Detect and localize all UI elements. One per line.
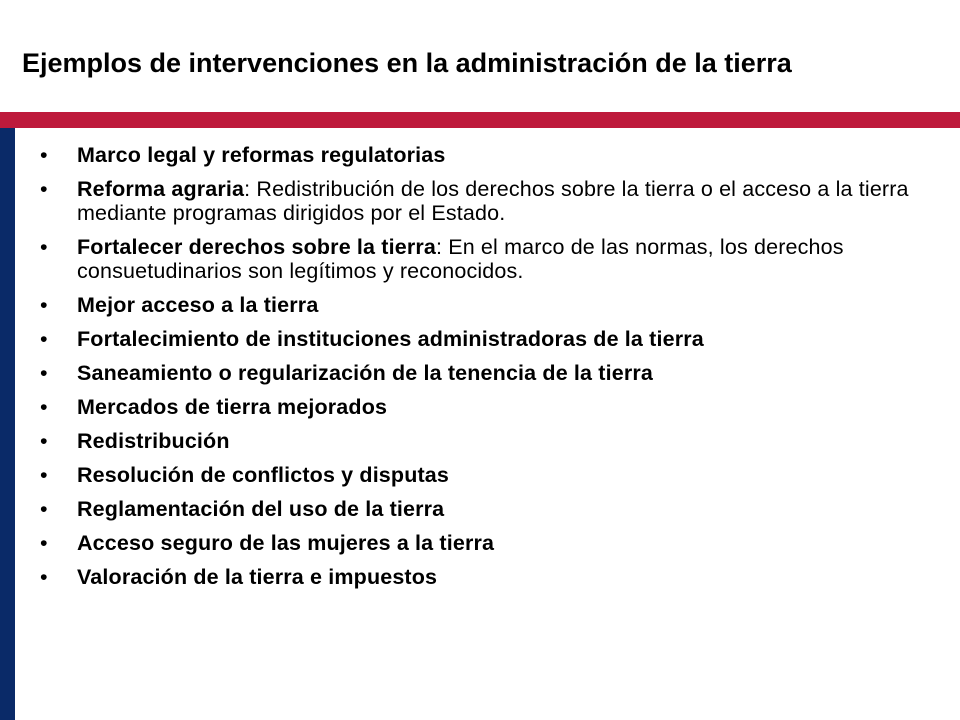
left-accent-bar: [0, 128, 15, 720]
bullet-dot-icon: •: [40, 327, 48, 351]
bullet-item: [40, 463, 945, 487]
bullet-lead-text: Fortalecer derechos sobre la tierra: [77, 235, 436, 259]
bullet-item: [40, 293, 945, 317]
bullet-lead-text: Reforma agraria: [77, 177, 245, 201]
bullet-lead-text: Saneamiento o regularización de la tenencia de la tierra: [77, 361, 653, 385]
bullet-dot-icon: •: [40, 531, 48, 555]
bullet-lead-text: Reglamentación del uso de la tierra: [77, 497, 445, 521]
bullet-lead-text: Acceso seguro de las mujeres a la tierra: [77, 531, 495, 555]
bullet-dot-icon: •: [40, 177, 48, 201]
bullet-item: [40, 361, 945, 385]
bullet-item: [40, 429, 945, 453]
bullet-dot-icon: •: [40, 429, 48, 453]
bullet-item: [40, 565, 945, 589]
bullet-dot-icon: •: [40, 235, 48, 259]
bullet-item: [40, 177, 945, 225]
bullet-dot-icon: •: [40, 565, 48, 589]
bullet-body-text: : Redistribución de los derechos sobre la tierra o el acceso a la tierra mediante programas dirigidos por el Estado.: [77, 177, 909, 225]
bullet-lead-text: Valoración de la tierra e impuestos: [77, 565, 438, 589]
bullet-dot-icon: •: [40, 293, 48, 317]
bullet-item: [40, 395, 945, 419]
bullet-item: [40, 531, 945, 555]
bullet-lead-text: Fortalecimiento de instituciones administradoras de la tierra: [77, 327, 704, 351]
title-divider-bar: [0, 112, 960, 128]
bullet-lead-text: Mejor acceso a la tierra: [77, 293, 319, 317]
slide-title: Ejemplos de intervenciones en la administración de la tierra: [22, 48, 792, 78]
bullet-list: [40, 143, 945, 599]
bullet-dot-icon: •: [40, 463, 48, 487]
bullet-item: [40, 327, 945, 351]
bullet-item: [40, 143, 945, 167]
bullet-lead-text: Resolución de conflictos y disputas: [77, 463, 450, 487]
bullet-dot-icon: •: [40, 395, 48, 419]
bullet-body-text: : En el marco de las normas, los derechos consuetudinarios son legítimos y reconocidos.: [77, 235, 844, 283]
bullet-item: [40, 497, 945, 521]
bullet-dot-icon: •: [40, 361, 48, 385]
bullet-lead-text: Redistribución: [77, 429, 230, 453]
bullet-item: [40, 235, 945, 283]
bullet-lead-text: Mercados de tierra mejorados: [77, 395, 388, 419]
bullet-dot-icon: •: [40, 497, 48, 521]
bullet-dot-icon: •: [40, 143, 48, 167]
bullet-lead-text: Marco legal y reformas regulatorias: [77, 143, 446, 167]
